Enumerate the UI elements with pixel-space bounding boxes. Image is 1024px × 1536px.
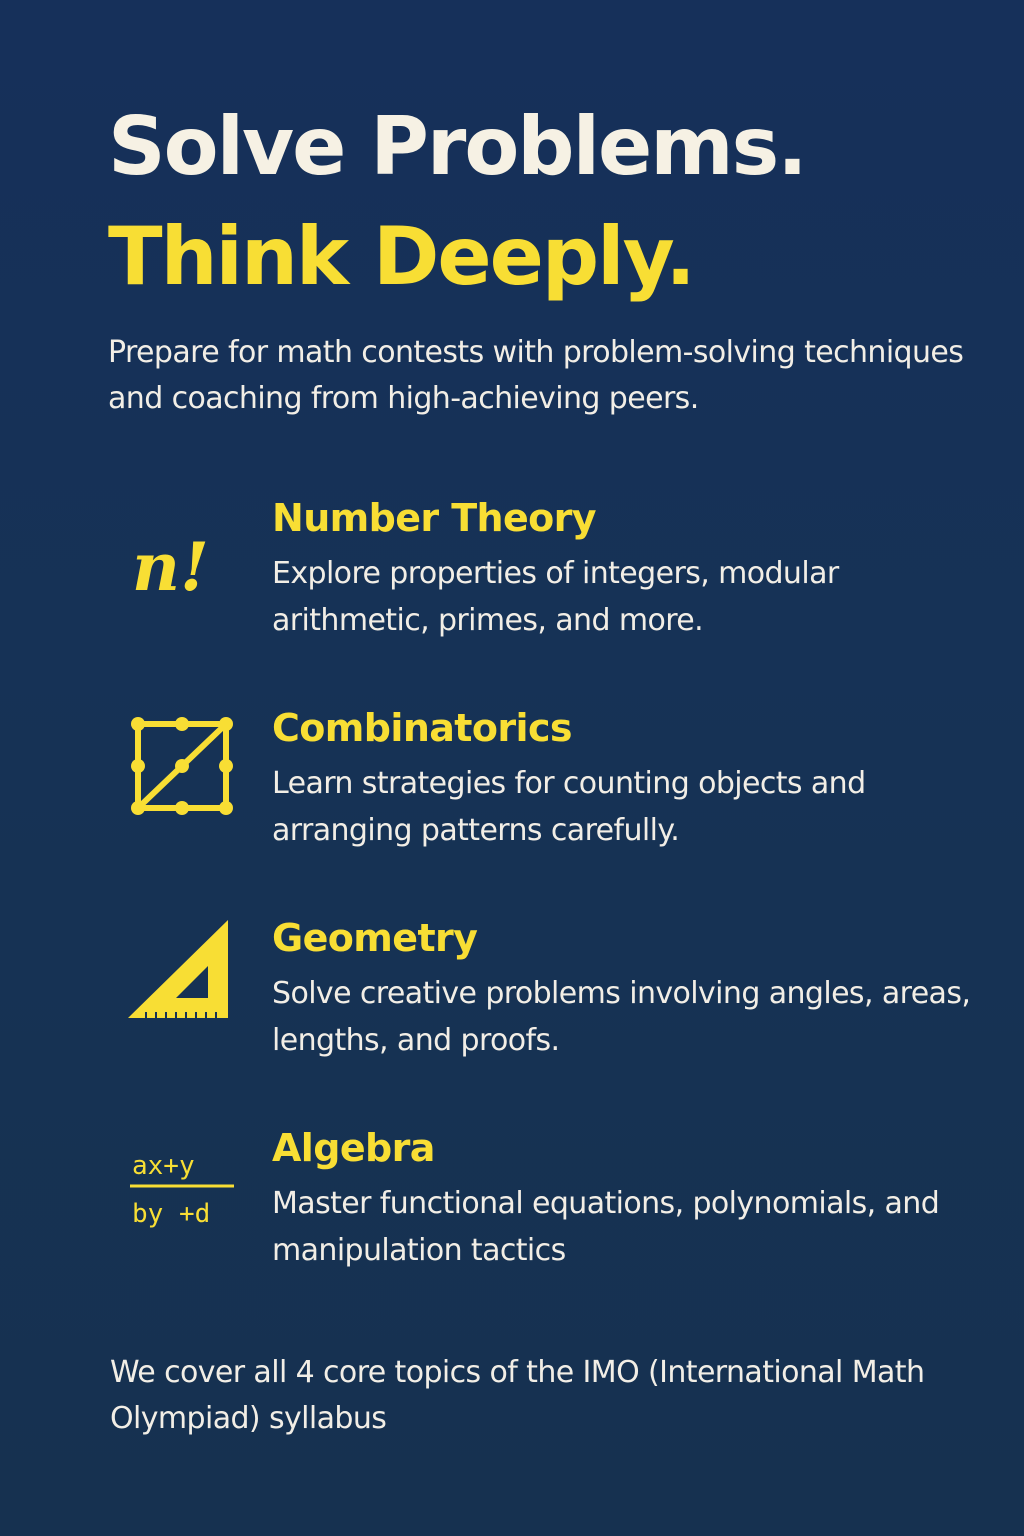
fraction-numerator: ax+y: [132, 1151, 195, 1181]
fraction-denominator: by +d: [132, 1199, 211, 1229]
topic-description: Master functional equations, polynomials, and manipulation tactics: [272, 1186, 940, 1268]
n-factorial-icon: [122, 512, 242, 622]
intro-text: Prepare for math contests with problem-solving techniques and coaching from high-achieving peers.: [108, 335, 964, 416]
topic-geometry: [0, 914, 1024, 1084]
grid-graph-icon: [128, 712, 248, 822]
fraction-icon: [124, 1142, 244, 1252]
n-factorial-glyph: n!: [132, 528, 209, 606]
topic-description: Learn strategies for counting objects and arranging patterns carefully.: [272, 766, 866, 848]
headline: [108, 92, 806, 312]
topic-title: Algebra: [272, 1126, 435, 1170]
topic-description: Explore properties of integers, modular arithmetic, primes, and more.: [272, 556, 839, 638]
footer-text: We cover all 4 core topics of the IMO (International Math Olympiad) syllabus: [110, 1355, 925, 1436]
topic-number-theory: [0, 494, 1024, 664]
topic-algebra: [0, 1124, 1024, 1294]
topic-title: Combinatorics: [272, 706, 572, 750]
topic-title: Number Theory: [272, 496, 596, 540]
headline-line-1: Solve Problems.: [108, 100, 806, 193]
headline-line-2: Think Deeply.: [108, 210, 694, 303]
topic-description: Solve creative problems involving angles, areas, lengths, and proofs.: [272, 976, 971, 1058]
topic-title: Geometry: [272, 916, 478, 960]
set-square-icon: [124, 918, 244, 1028]
topic-combinatorics: [0, 704, 1024, 874]
